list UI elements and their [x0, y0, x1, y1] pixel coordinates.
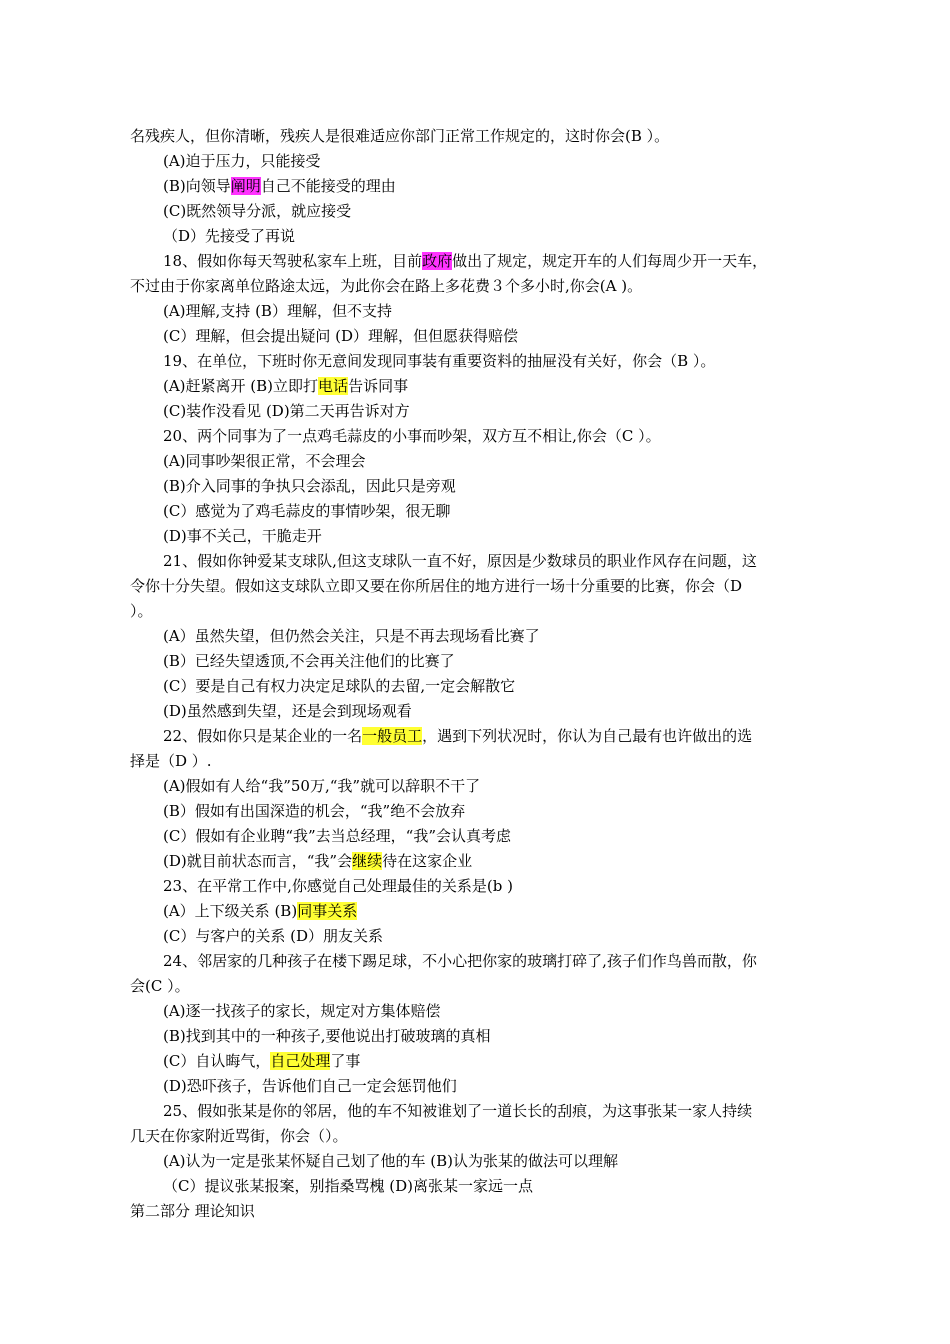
- text-line: [130, 749, 842, 774]
- text-run: (A)理解,支持 (B）理解，但不支持: [163, 302, 392, 320]
- text-run: 第二部分 理论知识: [130, 1202, 255, 1220]
- highlighted-text: 电话: [318, 377, 349, 395]
- text-line: [130, 249, 842, 274]
- text-line: [130, 1174, 842, 1199]
- text-run: (A)迫于压力，只能接受: [163, 152, 321, 170]
- text-run: 名残疾人，但你清晰，残疾人是很难适应你部门正常工作规定的，这时你会(B ）。: [130, 127, 670, 145]
- highlighted-text: 一般员工: [362, 727, 423, 745]
- text-run: (B)向领导: [163, 177, 231, 195]
- text-line: [130, 424, 842, 449]
- text-line: [130, 599, 842, 624]
- text-run: 24、邻居家的几种孩子在楼下踢足球，不小心把你家的玻璃打碎了,孩子们作鸟兽而散，你: [163, 952, 757, 970]
- text-line: [130, 274, 842, 299]
- text-line: [130, 1024, 842, 1049]
- text-run: (A）上下级关系 (B): [163, 902, 298, 920]
- text-run: (D)恐吓孩子，告诉他们自己一定会惩罚他们: [163, 1077, 457, 1095]
- text-run: (A)假如有人给“我”50万,“我”就可以辞职不干了: [163, 777, 481, 795]
- text-run: (A)逐一找孩子的家长，规定对方集体赔偿: [163, 1002, 441, 1020]
- text-line: [130, 699, 842, 724]
- text-run: 了事: [330, 1052, 361, 1070]
- text-line: [130, 149, 842, 174]
- text-line: [130, 574, 842, 599]
- text-run: 令你十分失望。假如这支球队立即又要在你所居住的地方进行一场十分重要的比赛，你会（D: [130, 577, 743, 595]
- text-line: [130, 299, 842, 324]
- document-body: [130, 124, 842, 1224]
- text-line: [130, 224, 842, 249]
- text-line: [130, 499, 842, 524]
- text-run: (C）假如有企业聘“我”去当总经理，“我”会认真考虑: [163, 827, 512, 845]
- text-run: 19、在单位，下班时你无意间发现同事装有重要资料的抽屉没有关好，你会（B ）。: [163, 352, 716, 370]
- text-line: [130, 449, 842, 474]
- text-run: 会(C ）。: [130, 977, 190, 995]
- text-line: [130, 899, 842, 924]
- text-run: (B)找到其中的一种孩子,要他说出打破玻璃的真相: [163, 1027, 491, 1045]
- text-line: [130, 174, 842, 199]
- text-line: [130, 624, 842, 649]
- text-line: [130, 549, 842, 574]
- text-line: [130, 1124, 842, 1149]
- text-run: (A）虽然失望，但仍然会关注，只是不再去现场看比赛了: [163, 627, 540, 645]
- text-run: (A)同事吵架很正常，不会理会: [163, 452, 366, 470]
- text-run: (B）假如有出国深造的机会，“我”绝不会放弃: [163, 802, 466, 820]
- text-run: 择是（D ）.: [130, 752, 212, 770]
- highlighted-text: 自己处理: [270, 1052, 331, 1070]
- text-run: (D)事不关己，干脆走开: [163, 527, 322, 545]
- text-line: [130, 949, 842, 974]
- text-run: 自己不能接受的理由: [260, 177, 396, 195]
- text-run: 18、假如你每天驾驶私家车上班，目前: [163, 252, 423, 270]
- text-run: (C）要是自己有权力决定足球队的去留,一定会解散它: [163, 677, 516, 695]
- text-line: [130, 1099, 842, 1124]
- text-line: [130, 824, 842, 849]
- text-line: [130, 399, 842, 424]
- text-run: 20、两个同事为了一点鸡毛蒜皮的小事而吵架，双方互不相让,你会（C ）。: [163, 427, 661, 445]
- text-run: (C)装作没看见 (D)第二天再告诉对方: [163, 402, 410, 420]
- text-run: (D)就目前状态而言，“我”会: [163, 852, 353, 870]
- text-line: [130, 874, 842, 899]
- text-line: [130, 1049, 842, 1074]
- highlighted-text: 阐明: [230, 177, 261, 195]
- text-run: (C）自认晦气，: [163, 1052, 271, 1070]
- text-line: [130, 974, 842, 999]
- text-run: （D）先接受了再说: [163, 227, 296, 245]
- text-line: [130, 199, 842, 224]
- text-run: 25、假如张某是你的邻居，他的车不知被谁划了一道长长的刮痕，为这事张某一家人持续: [163, 1102, 753, 1120]
- text-run: (C）与客户的关系 (D）朋友关系: [163, 927, 383, 945]
- text-run: 23、在平常工作中,你感觉自己处理最佳的关系是(b ): [163, 877, 513, 895]
- text-run: 告诉同事: [348, 377, 409, 395]
- text-run: 22、假如你只是某企业的一名: [163, 727, 363, 745]
- text-line: [130, 349, 842, 374]
- text-run: 几天在你家附近骂街，你会（）。: [130, 1127, 348, 1145]
- text-line: [130, 924, 842, 949]
- text-line: [130, 849, 842, 874]
- text-line: [130, 724, 842, 749]
- text-line: [130, 524, 842, 549]
- text-line: [130, 474, 842, 499]
- text-line: [130, 374, 842, 399]
- text-line: [130, 324, 842, 349]
- text-run: 待在这家企业: [382, 852, 473, 870]
- text-run: （C）提议张某报案，别指桑骂槐 (D)离张某一家远一点: [163, 1177, 533, 1195]
- text-run: ）。: [130, 602, 153, 620]
- text-line: [130, 999, 842, 1024]
- text-run: 21、假如你钟爱某支球队,但这支球队一直不好，原因是少数球员的职业作风存在问题，这: [163, 552, 757, 570]
- text-run: ，遇到下列状况时，你认为自己最有也许做出的选: [422, 727, 753, 745]
- text-run: (C）理解，但会提出疑问 (D）理解，但但愿获得赔偿: [163, 327, 518, 345]
- text-line: [130, 799, 842, 824]
- text-line: [130, 1149, 842, 1174]
- text-run: (B)介入同事的争执只会添乱，因此只是旁观: [163, 477, 456, 495]
- text-line: [130, 1074, 842, 1099]
- highlighted-text: 继续: [352, 852, 383, 870]
- text-line: [130, 124, 842, 149]
- text-run: (A)认为一定是张某怀疑自己划了他的车 (B)认为张某的做法可以理解: [163, 1152, 619, 1170]
- text-run: (B）已经失望透顶,不会再关注他们的比赛了: [163, 652, 455, 670]
- text-line: [130, 649, 842, 674]
- text-line: [130, 674, 842, 699]
- text-run: (A)赶紧离开 (B)立即打: [163, 377, 319, 395]
- highlighted-text: 政府: [422, 252, 453, 270]
- text-run: (D)虽然感到失望，还是会到现场观看: [163, 702, 412, 720]
- text-run: (C)既然领导分派，就应接受: [163, 202, 352, 220]
- text-run: 不过由于你家离单位路途太远，为此你会在路上多花费３个多小时,你会(A )。: [130, 277, 643, 295]
- highlighted-text: 同事关系: [297, 902, 358, 920]
- text-run: (C）感觉为了鸡毛蒜皮的事情吵架，很无聊: [163, 502, 451, 520]
- text-line: [130, 774, 842, 799]
- text-run: 做出了规定，规定开车的人们每周少开一天车，: [452, 252, 768, 270]
- text-line: [130, 1199, 842, 1224]
